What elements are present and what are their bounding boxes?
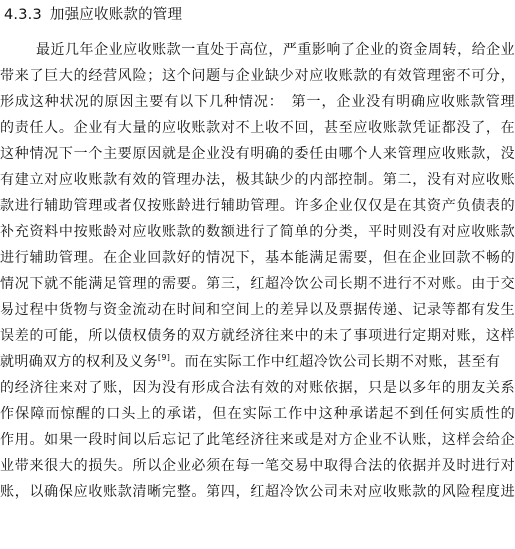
paragraph-text: 就明确双方的权利及义务 [0, 354, 158, 370]
section-number: 4.3.3 [4, 7, 42, 23]
paragraph-line-with-citation [0, 352, 515, 372]
paragraph-line: 的责任人。企业有大量的应收账款对不上收不回，甚至应收账款凭证都没了，在 [0, 120, 515, 136]
paragraph-line: 最近几年企业应收账款一直处于高位，严重影响了企业的资金周转，给企业 [36, 42, 515, 58]
paragraph-line: 作用。如果一段时间以后忘记了此笔经济往来或是对方企业不认账，这样会给企 [0, 432, 515, 448]
paragraph-text: 。而在实际工作中红超冷饮公司长期不对账，甚至有 [170, 354, 501, 370]
paragraph-line: 业带来很大的损失。所以企业必须在每一笔交易中取得合法的依据并及时进行对 [0, 458, 515, 474]
paragraph-line: 有建立对应收账款有效的管理办法，极其缺少的内部控制。第二，没有对应收账 [0, 172, 515, 188]
paragraph-line: 形成这种状况的原因主要有以下几种情况： 第一，企业没有明确应收账款管理 [0, 94, 515, 110]
paragraph-line: 作保障而惊醒的口头上的承诺，但在实际工作中这种承诺起不到任何实质性的 [0, 406, 515, 422]
paragraph-line: 易过程中货物与资金流动在时间和空间上的差异以及票据传递、记录等都有发生 [0, 302, 515, 318]
citation-marker: [9] [157, 353, 171, 362]
paragraph-line: 补充资料中按账龄对应收账款的数额进行了简单的分类，平时则没有对应收账款 [0, 224, 515, 240]
section-heading [4, 5, 182, 25]
section-title: 加强应收账款的管理 [49, 7, 183, 23]
paragraph-line: 误差的可能，所以债权债务的双方就经济往来中的未了事项进行定期对账，这样 [0, 328, 515, 344]
paragraph-line: 款进行辅助管理或者仅按账龄进行辅助管理。许多企业仅仅是在其资产负债表的 [0, 198, 515, 214]
paragraph-line: 这种情况下一个主要原因就是企业没有明确的委任由哪个人来管理应收账款，没 [0, 146, 515, 162]
paragraph-line: 带来了巨大的经营风险；这个问题与企业缺少对应收账款的有效管理密不可分， [0, 68, 515, 84]
paragraph-line: 账，以确保应收账款清晰完整。第四，红超冷饮公司未对应收账款的风险程度进 [0, 484, 515, 500]
paragraph-line: 进行辅助管理。在企业回款好的情况下，基本能满足需要，但在企业回款不畅的 [0, 250, 515, 266]
paragraph-line: 的经济往来对了账，因为没有形成合法有效的对账依据，只是以多年的朋友关系 [0, 380, 515, 396]
paragraph-line: 情况下就不能满足管理的需要。第三，红超冷饮公司长期不进行不对账。由于交 [0, 276, 515, 292]
